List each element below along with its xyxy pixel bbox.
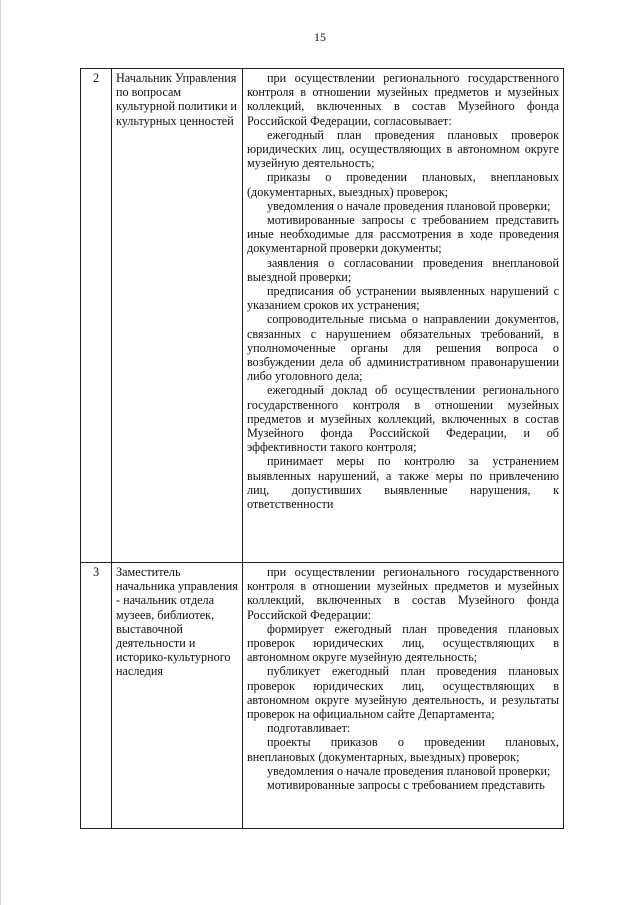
row-number: 2 xyxy=(81,69,112,563)
duty-paragraph: формирует ежегодный план проведения плановых проверок юридических лиц, осуществляющих в автономном округе музейную деятельность; xyxy=(247,621,559,665)
responsibilities-table xyxy=(80,68,564,829)
duty-paragraph: проекты приказов о проведении плановых, внеплановых (документарных, выездных) проверок; xyxy=(247,735,559,764)
table-row xyxy=(81,69,564,563)
duty-paragraph: ежегодный доклад об осуществлении регионального государственного контроля в отношении музейных предметов и музейных коллекций, включенных в состав Музейного фонда Российской Федерации, и об эффективности такого контроля; xyxy=(247,383,559,455)
duty-paragraph: предписания об устранении выявленных нарушений с указанием сроков их устранения; xyxy=(247,284,559,313)
duty-paragraph: приказы о проведении плановых, внеплановых (документарных, выездных) проверок; xyxy=(247,170,559,199)
duties-cell xyxy=(243,563,564,829)
duty-paragraph: публикует ежегодный план проведения плановых проверок юридических лиц, осуществляющих в автономном округе музейную деятельность, и результаты проверок на официальном сайте Департамента; xyxy=(247,664,559,722)
duty-paragraph: при осуществлении регионального государственного контроля в отношении музейных предметов и музейных коллекций, включенных в состав Музейного фонда Российской Федерации: xyxy=(247,565,559,622)
role-cell xyxy=(112,563,243,829)
duty-paragraph: уведомления о начале проведения плановой проверки; xyxy=(267,763,551,778)
duty-paragraph: уведомления о начале проведения плановой проверки; xyxy=(267,198,551,213)
duty-paragraph: заявления о согласовании проведения внеплановой выездной проверки; xyxy=(247,255,559,284)
duty-paragraph: мотивированные запросы с требованием представить иные необходимые для рассмотрения в ходе проведения документарной проверки документы; xyxy=(247,213,559,256)
page-number: 15 xyxy=(314,30,326,44)
table-row xyxy=(81,563,564,829)
role-cell xyxy=(112,69,243,563)
duty-paragraph: принимает меры по контролю за устранением выявленных нарушений, а также меры по привлечению лиц, допустивших выявленные нарушения, к ответственности xyxy=(247,454,559,512)
duty-paragraph: сопроводительные письма о направлении документов, связанных с нарушением обязательных требований, в уполномоченные органы для решения вопроса о возбуждении дела об административном правонарушении либо уголовного дела; xyxy=(247,312,559,384)
scan-edge-line xyxy=(0,0,1,905)
duties-cell xyxy=(243,69,564,563)
role-title: Заместитель начальника управления - начальник отдела музеев, библиотек, выставочной деятельности и историко-культурного наследия xyxy=(116,565,238,679)
duty-paragraph: при осуществлении регионального государственного контроля в отношении музейных предметов и музейных коллекций, включенных в состав Музейного фонда Российской Федерации, согласовывает: xyxy=(247,71,559,128)
duty-paragraph: ежегодный план проведения плановых проверок юридических лиц, осуществляющих в автономном округе музейную деятельность; xyxy=(247,127,559,171)
duty-paragraph: мотивированные запросы с требованием представить xyxy=(267,778,545,793)
row-number: 3 xyxy=(81,563,112,829)
role-title: Начальник Управления по вопросам культурной политики и культурных ценностей xyxy=(116,71,237,128)
duty-paragraph: подготавливает: xyxy=(267,721,351,736)
duties-clip xyxy=(247,565,559,827)
